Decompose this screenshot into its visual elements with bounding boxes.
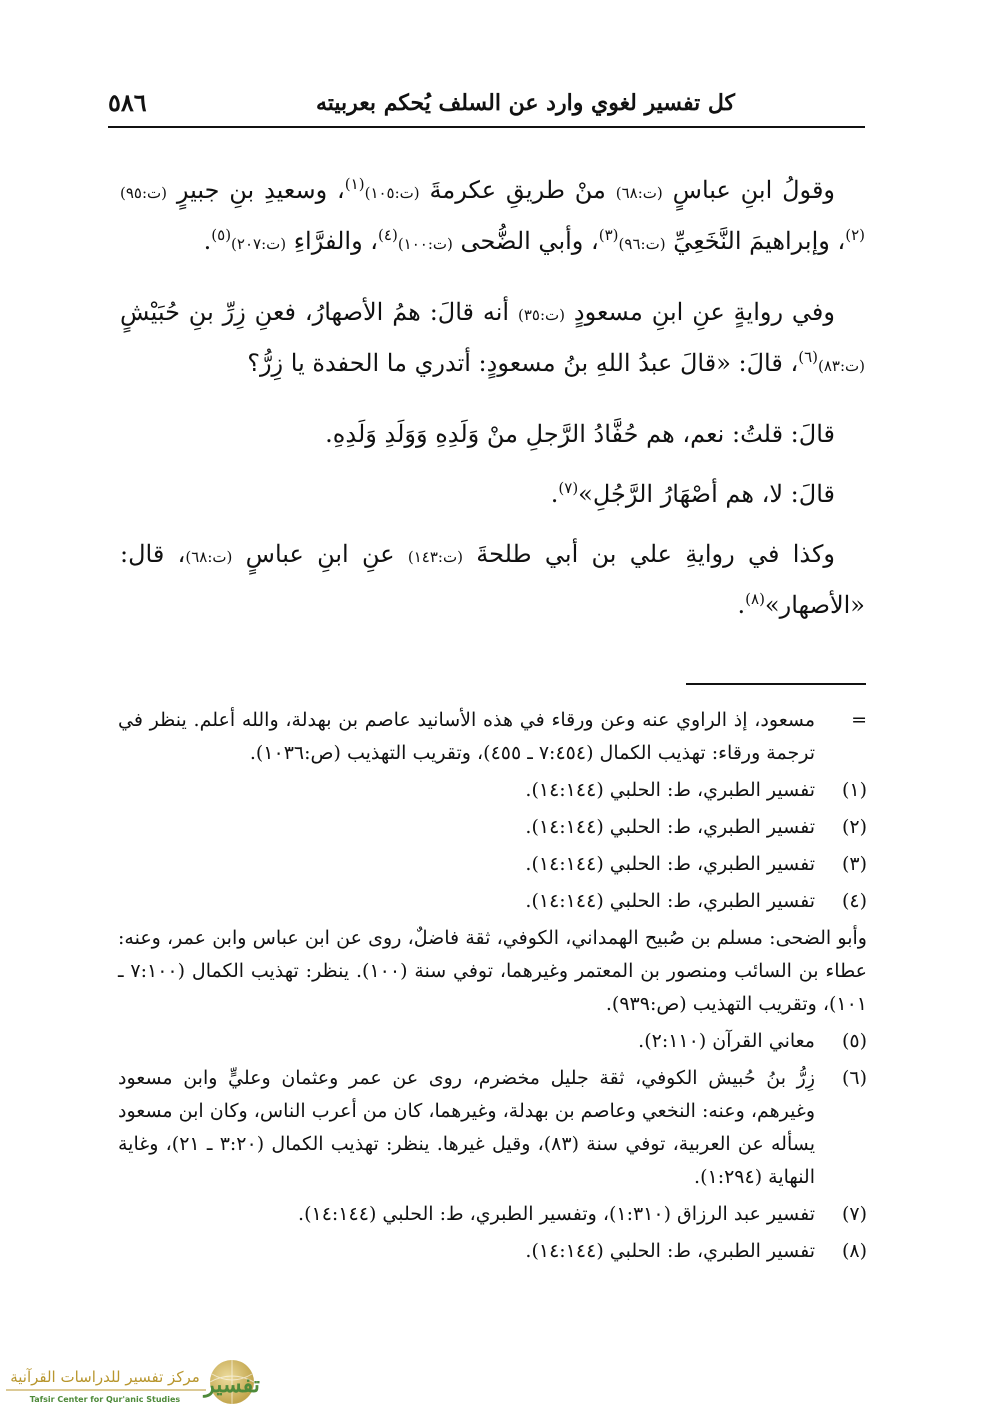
death-date: (ت:٨٣) <box>817 357 865 375</box>
footnote-8 <box>118 1235 867 1268</box>
footnote-ref-1[interactable]: (١) <box>344 175 365 193</box>
death-date: (ت:٩٥) <box>120 184 168 202</box>
footnote-continuation <box>118 704 867 770</box>
logo-word: تفسير <box>204 1372 260 1398</box>
text-run: وفي روايةٍ عنِ ابنِ مسعودٍ <box>573 298 835 326</box>
death-date: (ت:٦٨) <box>185 548 233 566</box>
footnote-text: تفسير الطبري، ط: الحلبي (١٤:١٤٤). <box>525 890 815 912</box>
footnote-2 <box>118 811 867 844</box>
text-run: وقولُ ابنِ عباسٍ <box>672 176 836 204</box>
footnote-ref-6[interactable]: (٦) <box>798 348 818 366</box>
footnote-ref-7[interactable]: (٧) <box>558 479 579 497</box>
death-date: (ت:١٤٣) <box>407 548 463 566</box>
footnote-mark: (٢) <box>841 816 867 838</box>
footnote-text: تفسير الطبري، ط: الحلبي (١٤:١٤٤). <box>525 1240 815 1262</box>
death-date: (ت:١٠٥) <box>364 184 420 202</box>
footnote-text: زِرُّ بنُ حُبيش الكوفي، ثقة جليل مخضرم، روى عن عمر وعثمان وعليٍّ وابن مسعود وغيرهم، وعنه: النخعي وعاصم بن بهدلة، وغيرهما، كان من أعرب الناس، وكان ابن مسعود يسأله عن العربية، توفي سنة (٨٣)، وقيل غيرها. ينظر: تهذيب الكمال (٣:٢٠ ـ ٢١)، وغاية النهاية (١:٢٩٤). <box>118 1067 815 1188</box>
footnote-5 <box>118 1025 867 1058</box>
text-run: ، والفرَّاءِ <box>293 227 379 255</box>
text-run: أنه قالَ: همُ الأصهارُ، فعنِ زِرِّ بنِ حُبَيْشٍ <box>120 298 510 326</box>
footnote-text: مسعود، إذ الراوي عنه وعن ورقاء في هذه الأسانيد عاصم بن بهدلة، والله أعلم. ينظر في ترجمة ورقاء: تهذيب الكمال (٧:٤٥٤ ـ ٤٥٥)، وتقريب التهذيب (ص:١٠٣٦). <box>118 709 815 764</box>
death-date: (ت:٣٥) <box>517 306 565 324</box>
paragraph-2 <box>120 288 865 390</box>
footnote-ref-3[interactable]: (٣) <box>598 226 619 244</box>
page-number: ٥٨٦ <box>108 88 147 117</box>
text-run: ، وإبراهيمَ النَّخَعِيِّ <box>673 227 846 255</box>
footnote-text: تفسير عبد الرزاق (١:٣١٠)، وتفسير الطبري، ط: الحلبي (١٤:١٤٤). <box>298 1203 815 1225</box>
footnote-ref-5[interactable]: (٥) <box>211 226 232 244</box>
paragraph-4 <box>120 470 865 518</box>
footnote-7 <box>118 1198 867 1231</box>
text-run: عنِ ابنِ عباسٍ <box>245 540 395 568</box>
text-run: ، وأبي الضُّحى <box>460 227 599 255</box>
text-run: ، وسعيدِ بنِ جبيرٍ <box>176 176 345 204</box>
text-run: قالَ: لا، هم أصْهَارُ الرَّجُلِ» <box>578 480 835 508</box>
paragraph-5 <box>120 530 865 629</box>
text-run: وكذا في روايةِ علي بن أبي طلحةَ <box>476 540 835 568</box>
footnote-mark: (٥) <box>841 1030 867 1052</box>
footnote-mark: = <box>851 709 867 731</box>
text-run: . <box>203 227 212 255</box>
tafsir-center-logo <box>0 1352 262 1410</box>
footnote-separator <box>686 683 866 685</box>
footnote-mark: (٦) <box>841 1067 867 1089</box>
text-run: ، قال: «الأصهار» <box>120 540 865 619</box>
footnote-mark: (٨) <box>841 1240 867 1262</box>
paragraph-3: قالَ: قلتُ: نعم، هم حُفَّادُ الرَّجلِ منْ وَلَدِهِ وَوَلَدِ وَلَدِهِ. <box>325 420 835 448</box>
running-title: كل تفسير لغوي وارد عن السلف يُحكم بعربيته <box>315 90 735 116</box>
footnote-mark: (٧) <box>841 1203 867 1225</box>
paragraph-1 <box>120 166 865 268</box>
footnote-3 <box>118 848 867 881</box>
text-run: ، قالَ: «قالَ عبدُ اللهِ بنُ مسعودٍ: أتدري ما الحفدة يا زِرُّ؟ <box>247 349 799 377</box>
text-run: . <box>550 480 559 508</box>
death-date: (ت:٢٠٧) <box>231 235 287 253</box>
footnotes <box>118 704 867 1272</box>
footnote-text: تفسير الطبري، ط: الحلبي (١٤:١٤٤). <box>525 779 815 801</box>
footnote-6 <box>118 1062 867 1194</box>
footnote-text: تفسير الطبري، ط: الحلبي (١٤:١٤٤). <box>525 853 815 875</box>
footnote-mark: (٣) <box>841 853 867 875</box>
footnote-ref-4[interactable]: (٤) <box>378 226 398 244</box>
footnote-1 <box>118 774 867 807</box>
text-run: منْ طريقِ عكرمةَ <box>429 176 606 204</box>
death-date: (ت:٩٦) <box>618 235 666 253</box>
death-date: (ت:٦٨) <box>615 184 663 202</box>
logo-english-name: Tafsir Center for Qur'anic Studies <box>29 1395 181 1404</box>
footnote-mark: (٤) <box>841 890 867 912</box>
text-run: . <box>737 591 746 619</box>
footnote-ref-2[interactable]: (٢) <box>845 226 865 244</box>
footnote-mark: (١) <box>841 779 867 801</box>
footnote-4 <box>118 885 867 918</box>
death-date: (ت:١٠٠) <box>397 235 453 253</box>
footnote-text: تفسير الطبري، ط: الحلبي (١٤:١٤٤). <box>525 816 815 838</box>
logo-arabic-name: مركز تفسير للدراسات القرآنية <box>10 1368 200 1386</box>
main-text <box>120 166 865 649</box>
footnote-text: معاني القرآن (٢:١١٠). <box>638 1030 815 1052</box>
footnote-ref-8[interactable]: (٨) <box>745 590 765 608</box>
page-header <box>108 86 865 128</box>
footnote-4-extra: وأبو الضحى: مسلم بن صُبيح الهمداني، الكوفي، ثقة فاضلٌ، روى عن ابن عباس وابن عمر، وعنه: عطاء بن السائب ومنصور بن المعتمر وغيرهما، توفي سنة (١٠٠). ينظر: تهذيب الكمال (٧:١٠٠ ـ ١٠١)، وتقريب التهذيب (ص:٩٣٩). <box>118 927 867 1015</box>
